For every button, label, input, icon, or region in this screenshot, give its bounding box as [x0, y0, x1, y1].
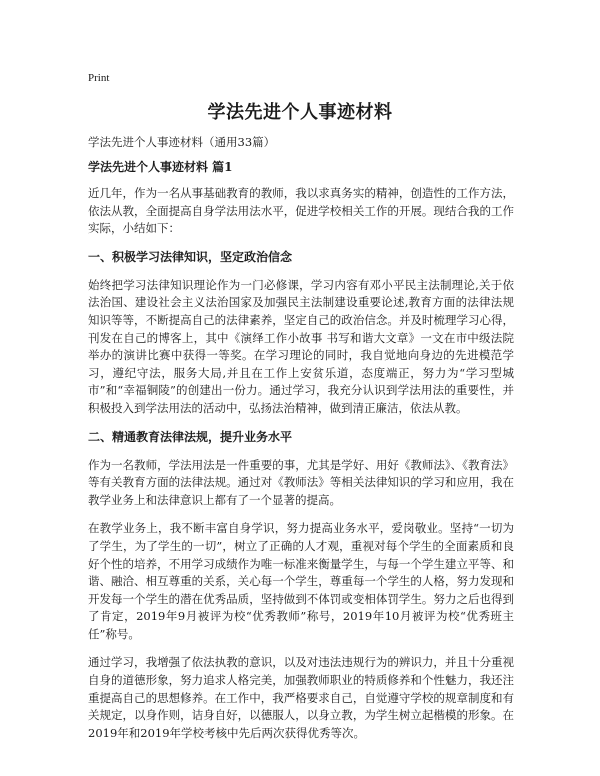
heading-section-1: 一、积极学习法律知识，坚定政治信念 — [88, 249, 293, 264]
document-subtitle: 学法先进个人事迹材料（通用33篇） — [88, 135, 276, 149]
heading-section-2: 二、精通教育法律法规，提升业务水平 — [88, 429, 293, 444]
paragraph-section-2a: 作为一名教师，学法用法是一件重要的事，尤其是学好、用好《教师法》、《教育法》等有关教育方面的法律法规。通过对《教师法》等相关法律知识的学习和应用，我在教学业务上和法律意识上都有了一个显著的提高。 — [88, 457, 514, 507]
paragraph-intro: 近几年，作为一名从事基础教育的教师，我以求真务实的精神，创造性的工作方法，依法从教，全面提高自身学法用法水平，促进学校相关工作的开展。现结合我的工作实际，小结如下： — [88, 186, 514, 236]
paragraph-section-2c: 通过学习，我增强了依法执教的意识，以及对违法违规行为的辨识力，并且十分重视自身的道德形象，努力追求人格完美，加强教师职业的特质修养和个性魅力，我还注重提高自己的思想修养。在工作中，我严格要求自己，自觉遵守学校的规章制度和有关规定，以身作则，诘身自好，以德服人，以身立教，为学生树立起楷模的形象。在2019年和2019年学校考核中先后两次获得优秀等次。 — [88, 655, 514, 740]
document-body — [88, 134, 514, 753]
paragraph-section-2b: 在教学业务上，我不断丰富自身学识，努力提高业务水平，爱岗敬业。坚持“一切为了学生，为了学生的一切”，树立了正确的人才观，重视对每个学生的全面素质和良好个性的培养，不用学习成绩作为唯一标准来衡量学生，与每一个学生建立平等、和谐、融洽、相互尊重的关系，关心每一个学生，尊重每一个学生的人格，努力发现和开发每一个学生的潜在优秀品质，坚持做到不体罚或变相体罚学生。努力之后也得到了肯定，2019年9月被评为校“优秀教师”称号，2019年10月被评为校“优秀班主任”称号。 — [88, 521, 514, 641]
article-title: 学法先进个人事迹材料 篇1 — [88, 160, 233, 174]
document-title: 学法先进个人事迹材料 — [207, 102, 393, 123]
paragraph-section-1: 始终把学习法律知识理论作为一门必修课，学习内容有邓小平民主法制理论,关于依法治国、建设社会主义法治国家及加强民主法制建设重要论述,教育方面的法律法规知识等等，不断提高自己的法律素养，坚定自己的政治信念。并及时梳理学习心得，刊发在自己的博客上，其中《演绎工作小故事 书写和谐大文章》一文在市中级法院举办的演讲比赛中获得一等奖。在学习理论的同时，我自觉地向身边的先进模范学习，遵纪守法，服务大局,并且在工作上安贫乐道，态度端正，努力为“学习型城市”和“幸福铜陵”的创建出一份力。通过学习，我充分认识到学法用法的重要性，并积极投入到学法用法的活动中，弘扬法治精神，做到清正廉洁，依法从教。 — [88, 277, 514, 415]
print-label[interactable]: Print — [88, 72, 110, 84]
